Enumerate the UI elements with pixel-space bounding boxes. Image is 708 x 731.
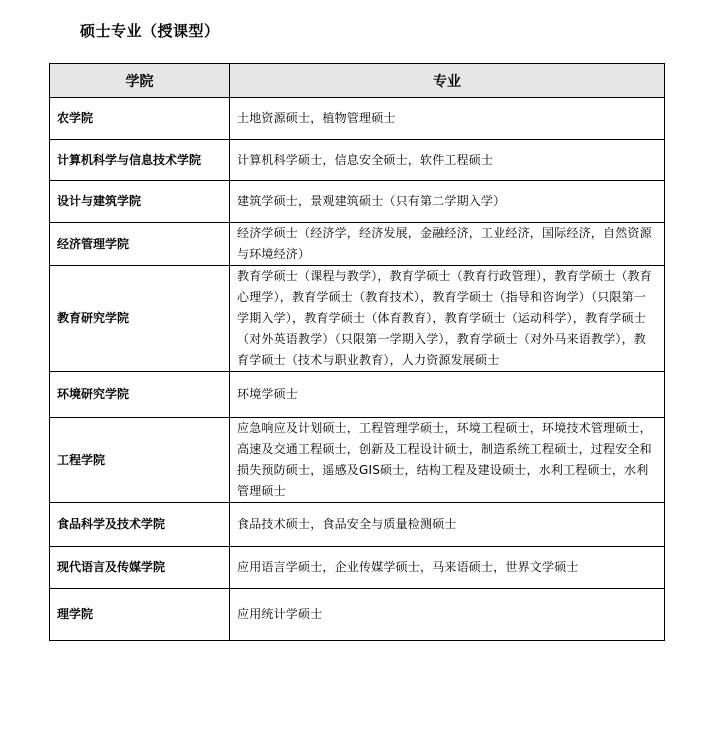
- majors-cell: 应用语言学硕士，企业传媒学硕士，马来语硕士，世界文学硕士: [230, 547, 665, 589]
- table-row: [50, 503, 665, 547]
- table-row: [50, 181, 665, 223]
- majors-cell: 计算机科学硕士，信息安全硕士，软件工程硕士: [230, 140, 665, 181]
- table-row: [50, 547, 665, 589]
- college-cell: 农学院: [50, 98, 230, 140]
- college-cell: 设计与建筑学院: [50, 181, 230, 223]
- table-row: [50, 266, 665, 372]
- page-title: 硕士专业（授课型）: [80, 22, 220, 40]
- majors-cell: 食品技术硕士，食品安全与质量检测硕士: [230, 503, 665, 547]
- college-cell: 环境研究学院: [50, 372, 230, 418]
- table-row: [50, 372, 665, 418]
- table-row: [50, 589, 665, 641]
- majors-cell: 土地资源硕士，植物管理硕士: [230, 98, 665, 140]
- college-cell: 食品科学及技术学院: [50, 503, 230, 547]
- majors-cell: 环境学硕士: [230, 372, 665, 418]
- column-header-major: 专业: [230, 64, 665, 98]
- majors-cell: 建筑学硕士，景观建筑硕士（只有第二学期入学）: [230, 181, 665, 223]
- table-header-row: [50, 64, 665, 98]
- college-cell: 工程学院: [50, 418, 230, 503]
- table-row: [50, 223, 665, 266]
- majors-cell: 教育学硕士（课程与教学），教育学硕士（教育行政管理），教育学硕士（教育心理学），教育学硕士（教育技术），教育学硕士（指导和咨询学）（只限第一学期入学），教育学硕士（体育教育），教育学硕士（运动科学），教育学硕士（对外英语教学）（只限第一学期入学），教育学硕士（对外马来语教学），教育学硕士（技术与职业教育），人力资源发展硕士: [230, 266, 665, 372]
- table-row: [50, 98, 665, 140]
- college-cell: 理学院: [50, 589, 230, 641]
- college-cell: 计算机科学与信息技术学院: [50, 140, 230, 181]
- college-cell: 教育研究学院: [50, 266, 230, 372]
- majors-cell: 经济学硕士（经济学，经济发展，金融经济，工业经济，国际经济，自然资源与环境经济）: [230, 223, 665, 266]
- table-row: [50, 140, 665, 181]
- majors-cell: 应用统计学硕士: [230, 589, 665, 641]
- table-row: [50, 418, 665, 503]
- college-cell: 现代语言及传媒学院: [50, 547, 230, 589]
- majors-cell: 应急响应及计划硕士，工程管理学硕士，环境工程硕士，环境技术管理硕士，高速及交通工程硕士，创新及工程设计硕士，制造系统工程硕士，过程安全和损失预防硕士，遥感及GIS硕士，结构工程及建设硕士，水利工程硕士，水利管理硕士: [230, 418, 665, 503]
- major-table: [49, 63, 665, 641]
- college-cell: 经济管理学院: [50, 223, 230, 266]
- column-header-college: 学院: [50, 64, 230, 98]
